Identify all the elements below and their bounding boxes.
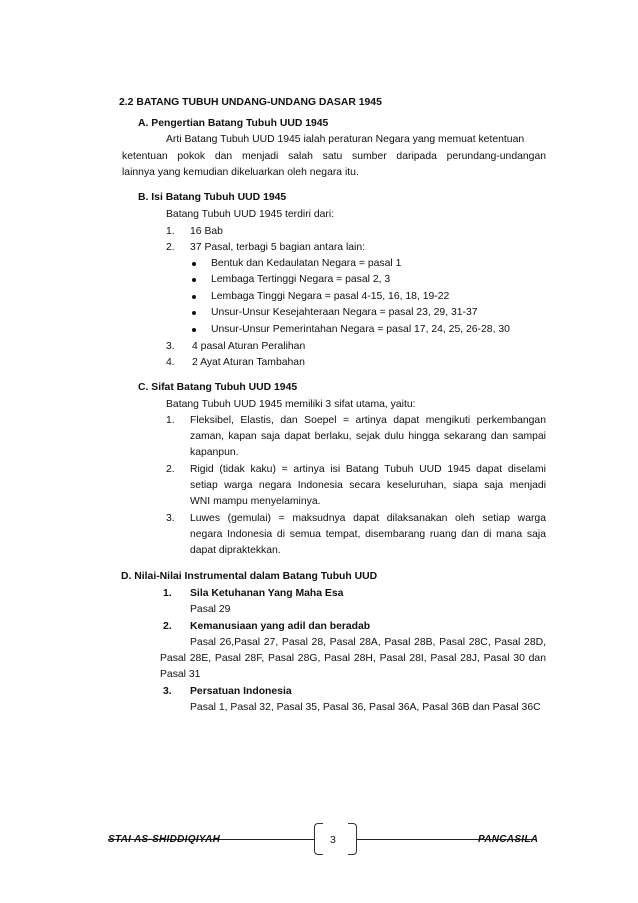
list-item: 4 pasal Aturan Peralihan — [192, 341, 306, 352]
page-number: 3 — [330, 834, 336, 846]
heading-b: B. Isi Batang Tubuh UUD 1945 — [138, 192, 287, 203]
list-item: 37 Pasal, terbagi 5 bagian antara lain: — [190, 242, 366, 253]
bullet-item: Unsur-Unsur Kesejahteraan Negara = pasal 23, 29, 31-37 — [211, 307, 478, 318]
bullet-icon — [192, 262, 196, 266]
footer-bracket-left — [314, 823, 323, 855]
b-intro: Batang Tubuh UUD 1945 terdiri dari: — [166, 209, 335, 220]
bullet-item: Unsur-Unsur Pemerintahan Negara = pasal 17, 24, 25, 26-28, 30 — [211, 324, 510, 335]
bullet-icon — [192, 311, 196, 315]
a-paragraph-line: lainnya yang kemudian dikeluarkan oleh negara itu. — [122, 167, 359, 178]
bullet-icon — [192, 278, 196, 282]
footer-institution: STAI AS-SHIDDIQIYAH — [108, 834, 221, 845]
list-number: 1. — [166, 415, 175, 426]
footer-subject: PANCASILA — [478, 834, 539, 845]
bullet-item: Lembaga Tinggi Negara = pasal 4-15, 16, 18, 19-22 — [211, 291, 450, 302]
footer-bracket-right — [348, 823, 357, 855]
list-number: 3. — [166, 513, 175, 524]
list-number: 1. — [166, 226, 175, 237]
bullet-icon — [192, 295, 196, 299]
subheading: Persatuan Indonesia — [190, 686, 292, 697]
a-paragraph-line: ketentuan pokok dan menjadi salah satu sumber daripada perundang-undangan — [122, 151, 546, 162]
list-number: 4. — [166, 357, 175, 368]
list-item-line: Luwes (gemulai) = maksudnya dapat dilaksanakan oleh setiap warga — [190, 513, 546, 524]
subheading: Sila Ketuhanan Yang Maha Esa — [190, 588, 344, 599]
pasal-line: Pasal 1, Pasal 32, Pasal 35, Pasal 36, Pasal 36A, Pasal 36B dan Pasal 36C — [190, 702, 541, 713]
heading-c: C. Sifat Batang Tubuh UUD 1945 — [138, 382, 298, 393]
list-item: 2 Ayat Aturan Tambahan — [192, 357, 305, 368]
list-item: 16 Bab — [190, 226, 223, 237]
list-number: 1. — [163, 588, 172, 599]
list-item-line: WNI mampu menyelaminya. — [190, 496, 321, 507]
heading-d: D. Nilai-Nilai Instrumental dalam Batang Tubuh UUD — [121, 571, 378, 582]
section-title: 2.2 BATANG TUBUH UNDANG-UNDANG DASAR 1945 — [119, 97, 382, 108]
list-number: 3. — [166, 341, 175, 352]
list-item-line: Fleksibel, Elastis, dan Soepel = artinya dapat mengikuti perkembangan — [190, 415, 546, 426]
list-item-line: dapat dipraktekkan. — [190, 545, 281, 556]
list-item-line: kapanpun. — [190, 447, 239, 458]
pasal-line: Pasal 28E, Pasal 28F, Pasal 28G, Pasal 28H, Pasal 28I, Pasal 28J, Pasal 30 dan — [160, 653, 546, 664]
bullet-item: Lembaga Tertinggi Negara = pasal 2, 3 — [211, 274, 391, 285]
heading-a: A. Pengertian Batang Tubuh UUD 1945 — [138, 118, 329, 129]
list-number: 3. — [163, 686, 172, 697]
list-item-line: negara Indonesia di semua tempat, disembarang ruang dan di mana saja — [190, 529, 546, 540]
list-number: 2. — [166, 464, 175, 475]
a-paragraph-line: Arti Batang Tubuh UUD 1945 ialah peraturan Negara yang memuat ketentuan — [166, 134, 525, 145]
bullet-item: Bentuk dan Kedaulatan Negara = pasal 1 — [211, 258, 402, 269]
pasal-line: Pasal 31 — [160, 669, 201, 680]
pasal-line: Pasal 29 — [190, 604, 231, 615]
bullet-icon — [192, 328, 196, 332]
list-number: 2. — [163, 621, 172, 632]
list-item-line: Rigid (tidak kaku) = artinya isi Batang Tubuh UUD 1945 dapat diselami — [190, 464, 546, 475]
list-number: 2. — [166, 242, 175, 253]
pasal-line: Pasal 26,Pasal 27, Pasal 28, Pasal 28A, Pasal 28B, Pasal 28C, Pasal 28D, — [190, 637, 546, 648]
list-item-line: setiap warga negara Indonesia secara keseluruhan, siapa saja menjadi — [190, 480, 546, 491]
list-item-line: zaman, kapan saja dapat berlaku, sejak dulu hingga sekarang dan sampai — [190, 431, 546, 442]
c-intro: Batang Tubuh UUD 1945 memiliki 3 sifat utama, yaitu: — [166, 399, 416, 410]
subheading: Kemanusiaan yang adil dan beradab — [190, 621, 371, 632]
